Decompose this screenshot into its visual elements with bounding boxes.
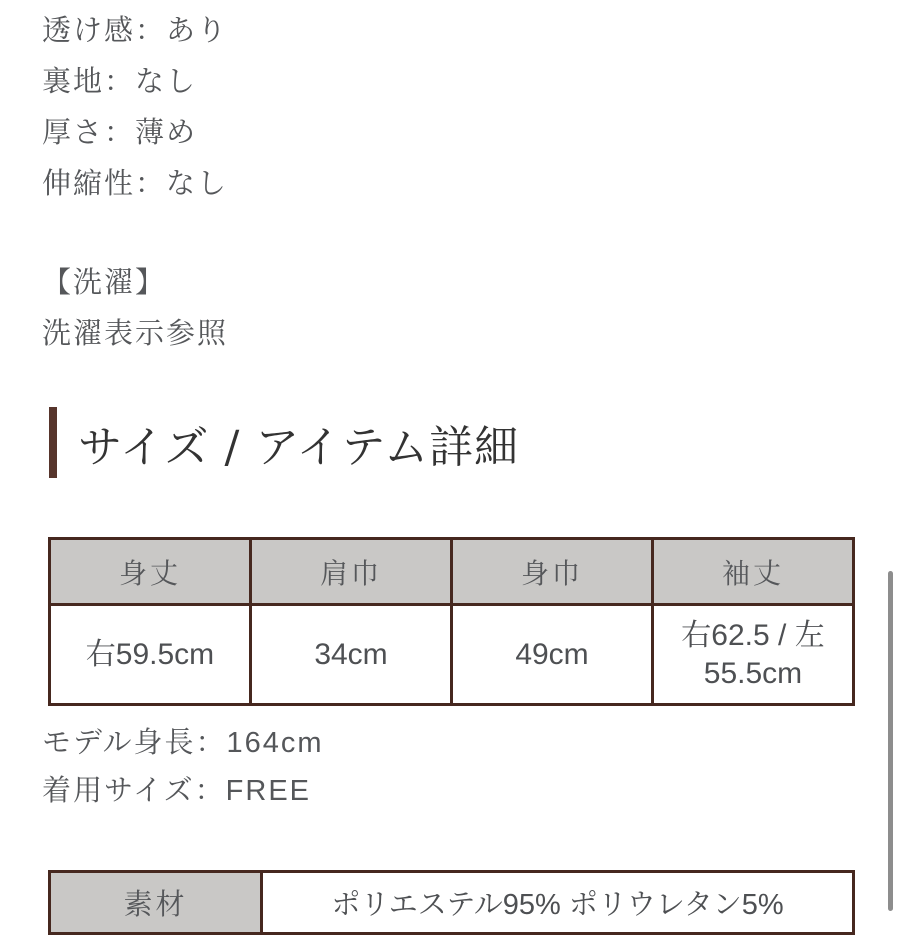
washing-info xyxy=(42,258,900,360)
material-row xyxy=(50,872,854,934)
size-section-heading xyxy=(0,407,900,478)
size-value-body-length: 右59.5cm xyxy=(50,605,251,705)
size-header-shoulder-width: 肩巾 xyxy=(251,539,452,605)
material-header: 素材 xyxy=(50,872,262,934)
spec-stretch: 伸縮性：なし xyxy=(42,168,229,200)
washing-title: 【洗濯】 xyxy=(42,267,167,299)
spec-thickness: 厚さ：薄め xyxy=(42,117,198,149)
size-table xyxy=(48,537,855,706)
size-value-body-width: 49cm xyxy=(452,605,653,705)
model-height: モデル身長：164cm xyxy=(42,727,324,759)
spec-lining: 裏地：なし xyxy=(42,66,198,98)
material-value: ポリエステル95% ポリウレタン5% xyxy=(262,872,854,934)
washing-note: 洗濯表示参照 xyxy=(42,318,229,350)
size-table-value-row xyxy=(50,605,854,705)
heading-accent-bar xyxy=(49,407,57,478)
model-info xyxy=(42,719,900,815)
size-value-sleeve-length: 右62.5 / 左55.5cm xyxy=(653,605,854,705)
vertical-scrollbar-thumb[interactable] xyxy=(888,571,893,911)
size-value-shoulder-width: 34cm xyxy=(251,605,452,705)
size-header-body-length: 身丈 xyxy=(50,539,251,605)
size-section-title: サイズ / アイテム詳細 xyxy=(78,421,520,473)
size-header-sleeve-length: 袖丈 xyxy=(653,539,854,605)
spec-sheerness: 透け感：あり xyxy=(42,15,229,47)
material-table xyxy=(48,870,855,935)
fabric-specs xyxy=(42,6,900,210)
model-wearing-size: 着用サイズ：FREE xyxy=(42,775,312,807)
size-header-body-width: 身巾 xyxy=(452,539,653,605)
size-table-header-row xyxy=(50,539,854,605)
